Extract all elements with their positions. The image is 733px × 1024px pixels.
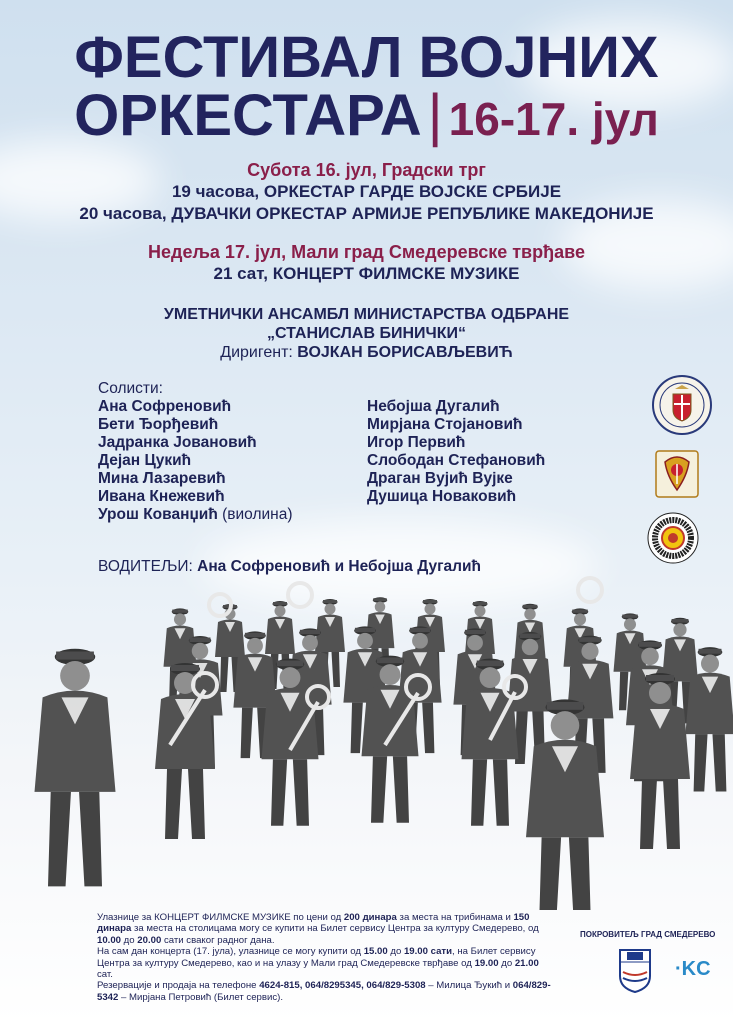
soloists-left bbox=[98, 380, 293, 524]
ensemble-line2: „СТАНИСЛАВ БИНИЧКИ“ bbox=[266, 325, 467, 342]
soloist-name: Бети Ђорђевић bbox=[98, 416, 219, 433]
soloist-name: Ана Софреновић bbox=[98, 398, 232, 415]
day1-line1: 19 часова, ОРКЕСТАР ГАРДЕ ВОЈСКЕ СРБИЈЕ bbox=[171, 182, 562, 201]
soloist-name: Слободан Стефановић bbox=[367, 452, 546, 469]
smederevo-coat-of-arms-icon bbox=[618, 948, 652, 994]
hosts bbox=[98, 558, 481, 576]
soloist-name: Ивана Кнежевић bbox=[98, 488, 225, 505]
conductor-name: ВОЈКАН БОРИСАВЉЕВИЋ bbox=[297, 344, 513, 361]
soloists-label: Солисти: bbox=[98, 380, 163, 397]
festival-title-line1: ФЕСТИВАЛ ВОЈНИХ bbox=[74, 25, 659, 90]
macedonian-army-emblem-icon bbox=[647, 512, 699, 564]
soloist-name: Небојша Дугалић bbox=[367, 398, 500, 415]
soloist-name: Душица Новаковић bbox=[367, 488, 517, 505]
day2-line1: 21 сат, КОНЦЕРТ ФИЛМСКЕ МУЗИКЕ bbox=[213, 264, 520, 283]
soloist-name: Драган Вујић Вујке bbox=[367, 470, 513, 487]
soloists-right bbox=[367, 398, 545, 506]
soloist-name: Мина Лазаревић bbox=[98, 470, 226, 487]
ensemble-emblem-icon bbox=[655, 450, 699, 498]
soloist-name: Урош Кованџић bbox=[98, 506, 218, 523]
soloist-name-with-note bbox=[98, 506, 293, 524]
day1-heading: Субота 16. јул, Градски трг bbox=[247, 160, 486, 180]
marching-band-photo bbox=[0, 575, 733, 910]
ministry-emblem-icon bbox=[651, 374, 713, 436]
conductor-label: Диригент: bbox=[220, 344, 298, 361]
conductor bbox=[0, 344, 733, 362]
title-separator: | bbox=[427, 83, 443, 148]
hosts-names: Ана Софреновић и Небојша Дугалић bbox=[197, 558, 481, 575]
festival-title-line2 bbox=[0, 84, 733, 151]
festival-dates: 16-17. јул bbox=[448, 93, 659, 145]
soloist-name: Дејан Цукић bbox=[98, 452, 192, 469]
ensemble-line1: УМЕТНИЧКИ АНСАМБЛ МИНИСТАРСТВА ОДБРАНЕ bbox=[163, 306, 570, 323]
soloist-name: Мирјана Стојановић bbox=[367, 416, 523, 433]
festival-title-word: ОРКЕСТАРА bbox=[74, 83, 422, 148]
sponsor-label: ПОКРОВИТЕЉ ГРАД СМЕДЕРЕВО bbox=[580, 930, 716, 939]
ticket-info: Улазнице за КОНЦЕРТ ФИЛМСКЕ МУЗИКЕ по цени од 200 динара за места на трибинама и 150 динара за места на столицама могу се купити на Билет сервису Центра за културу Смедерево, од 10.00 до 20.00 сати сваког радног дана. На сам дан концерта (17. јула), улазнице се могу купити од 15.00 до 19.00 сати, на Билет сервису Центра за културу Смедерево, као и на улазу у Мали град Смедеревске тврђаве од 19.00 до 21.00 сат. Резервације и продаја на телефоне 4624-815, 064/8295345, 064/829-5308 – Милица Ђукић и 064/829-5342 – Мирјана Петровић (Билет сервис). bbox=[97, 912, 551, 1003]
cultural-center-logo-icon: ·KC bbox=[675, 958, 711, 980]
hosts-label: ВОДИТЕЉИ: bbox=[98, 558, 198, 575]
soloist-instrument-note: (виолина) bbox=[217, 506, 293, 523]
soloist-name: Јадранка Јовановић bbox=[98, 434, 257, 451]
day1-line2: 20 часова, ДУВАЧКИ ОРКЕСТАР АРМИЈЕ РЕПУБЛИКЕ МАКЕДОНИЈЕ bbox=[79, 204, 654, 223]
soloist-name: Игор Первић bbox=[367, 434, 466, 451]
day2-heading: Недеља 17. јул, Мали град Смедеревске тврђаве bbox=[148, 242, 585, 262]
